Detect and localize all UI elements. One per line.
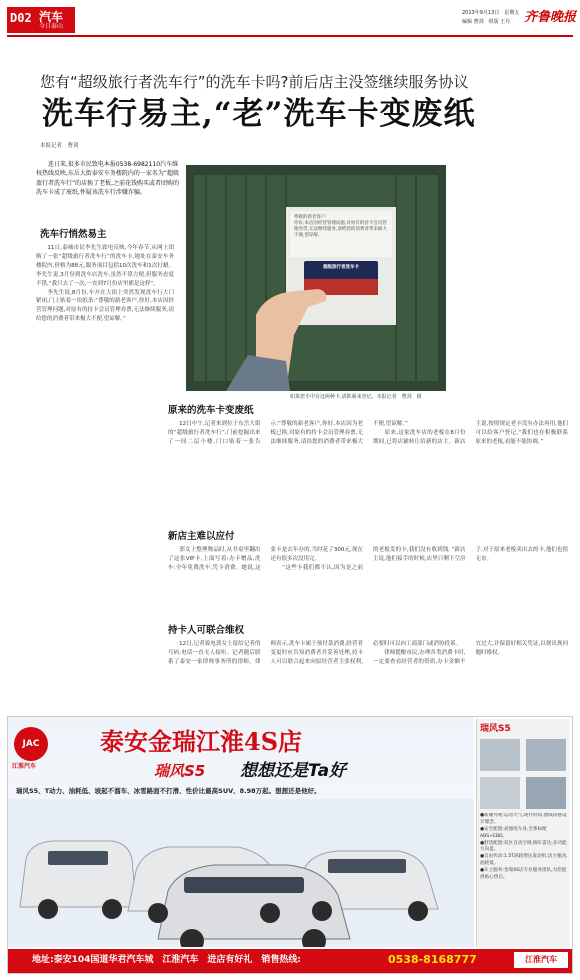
ad-address: 地址:泰安104国道华君汽车城 江淮汽车 进店有好礼 销售热线: xyxy=(32,955,301,965)
ad-model-name: 瑞风S5 xyxy=(154,762,206,780)
jac-logo-icon: JAC xyxy=(14,727,48,761)
body-block-4: 12日,记者致电郭女士留给记者的号码,电话一直无人接听。记者随后联系了泰安一家律师事务所的律师。律师表示,洗车卡属于预付款消费,经营者变更时应告知消费者并妥善处理,持卡人可以联合起来向原经营者主张权利,必要时可以向工商部门或消协投诉。 律师提醒市民,办理各类消费卡时,一定要查看经营者的资质,办卡金额不宜过大,并保留好相关凭证,以便出现问题时维权。 xyxy=(168,641,568,665)
article-lead: 连日来,很多市民致电本报0538-6982110汽车维权热线反映,东岳大街泰安车务楼院内的一家名为“超级旅行者洗车行”的店换了老板,之前花钱购买或者团购的洗车卡成了废纸,怀疑该洗车行涉嫌诈骗。 xyxy=(36,161,180,196)
subhead-1: 洗车行悄然易主 xyxy=(40,229,107,240)
body-block-3: 郭女士整理物品时,从书桌里翻出了这张VIP卡,上面写着:办卡赠品,洗车:全年免费洗车,凭卡消费。她说,这张卡是去年办的,当时花了300元,现在还有很多次没用完。 “这些卡我们都不认,因为是之前的老板发的卡,我们没有收到钱。”新店主说,他们接手的时候,店里只剩下空房子,对于原来老板卖出去的卡,他们也很无奈。 xyxy=(168,547,568,571)
page-code: D02 xyxy=(10,11,32,25)
ad-sidebar-title: 瑞风S5 xyxy=(480,724,511,734)
editors-line: 编辑 曹剑 组版 王丹 xyxy=(462,19,511,25)
subsection-name: 今日泰山 xyxy=(39,23,64,30)
ad-car-lineup-illustration xyxy=(8,799,474,947)
jac-brand-cn: 江淮汽车 xyxy=(12,763,37,770)
ad-slogan: 想想还是Ta好 xyxy=(240,761,347,781)
ad-sidebar-text: ●新潮外观:运动大气,现代时尚,流线动感设计理念。 ●安全配置:高强度车身,全系标配ABS+EBD。 ●舒适配置:双区自动空调,倒车雷达,多功能方向盘。 ●自由传动:1.5T涡轮增压发动机,动力强劲,油耗低。 ●车主服务:金瑞4S店专业服务团队,为您提供贴心售后。 xyxy=(480,813,568,881)
ad-sidebar-thumbnails xyxy=(480,739,566,809)
photo-notice-text: 你好,本店因经营管理问题,对原有的持卡会员管理券票,无法继续服务,请给您的消费者带来极大不便,望谅解。 xyxy=(294,221,387,239)
header-rule xyxy=(7,35,573,37)
page-section-tag xyxy=(7,7,75,33)
newspaper-logo: 齐鲁晚报 xyxy=(524,10,577,25)
article-kicker: 您有“超级旅行者洗车行”的洗车卡吗?前后店主没签继续服务协议 xyxy=(40,73,469,91)
ad-feature-line: 瑞风S5、T动力、油耗低、坡起不溜车、冰雪路面不打滑、性价比最高SUV、8.98万起。想想还是他好。 xyxy=(16,787,321,795)
car-advertisement xyxy=(7,716,573,974)
subhead-3: 新店主难以应付 xyxy=(168,531,235,542)
photo-illustration xyxy=(186,165,446,391)
photo-caption: 如果您手中有这两种卡,请抓紧来登记。本报记者 曹剑 摄 xyxy=(290,394,422,400)
photo-card-label: 超级旅行者洗车卡 xyxy=(323,265,359,270)
photo-notice-greeting: 尊敬的新老客户: xyxy=(294,215,328,220)
section-name: 汽车 xyxy=(39,10,64,24)
subhead-4: 持卡人可联合维权 xyxy=(168,625,245,636)
article-headline: 洗车行易主,“老”洗车卡变废纸 xyxy=(42,96,476,132)
article-byline: 本报记者 曹剑 xyxy=(40,143,79,149)
subhead-2: 原来的洗车卡变废纸 xyxy=(168,405,254,416)
body-block-2: 12日中午,记者来到位于东岳大街的“超级旅行者洗车行”,门前挖掘出来了一间二层小楼,门口贴着一张告示:“尊敬的新老客户,你好,本店因为老板已换,对原有的持卡会员管理券票,无法继续服务,请给您的消费者带来极大不便,望谅解。” 原来,这家洗车店的老板在8月份期间,已将店铺转让给新的店主。新店主说,按照规定老卡没有办法再用,他们可以给客户登记,“我们也在积极联系原来的老板,看能不能协调。” xyxy=(168,421,568,445)
ad-hotline: 0538-8168777 xyxy=(388,953,477,966)
ad-dealer-title: 泰安金瑞江淮4S店 xyxy=(100,727,303,756)
body-col-1: 11日,泰城市民李先生致电反映,今年春节,从网上团购了一张“超级旅行者洗车行”的洗车卡,地址在泰安车务楼院内,价格为88元,服务项目包括10次洗车和1次打蜡。李先生说,3月份到洗车店洗车,虽然不算方便,但服务态度不错,“我只去了一次,一直到7月份店里都是这样”。 李先生说,8月份,车开在大街上突然发现洗车行大门紧闭,门上贴着一块纸条:“尊敬的新老客户,你好,本店因经营管理问题,对原有的持卡会员管理券票,无法继续服务,请给您的消费者带来极大不便,望谅解。” xyxy=(36,245,174,323)
article-photo xyxy=(186,165,446,391)
issue-date: 2013年9月13日 星期五 xyxy=(462,10,520,16)
ad-brand-tag: 江淮汽车 xyxy=(514,952,568,968)
